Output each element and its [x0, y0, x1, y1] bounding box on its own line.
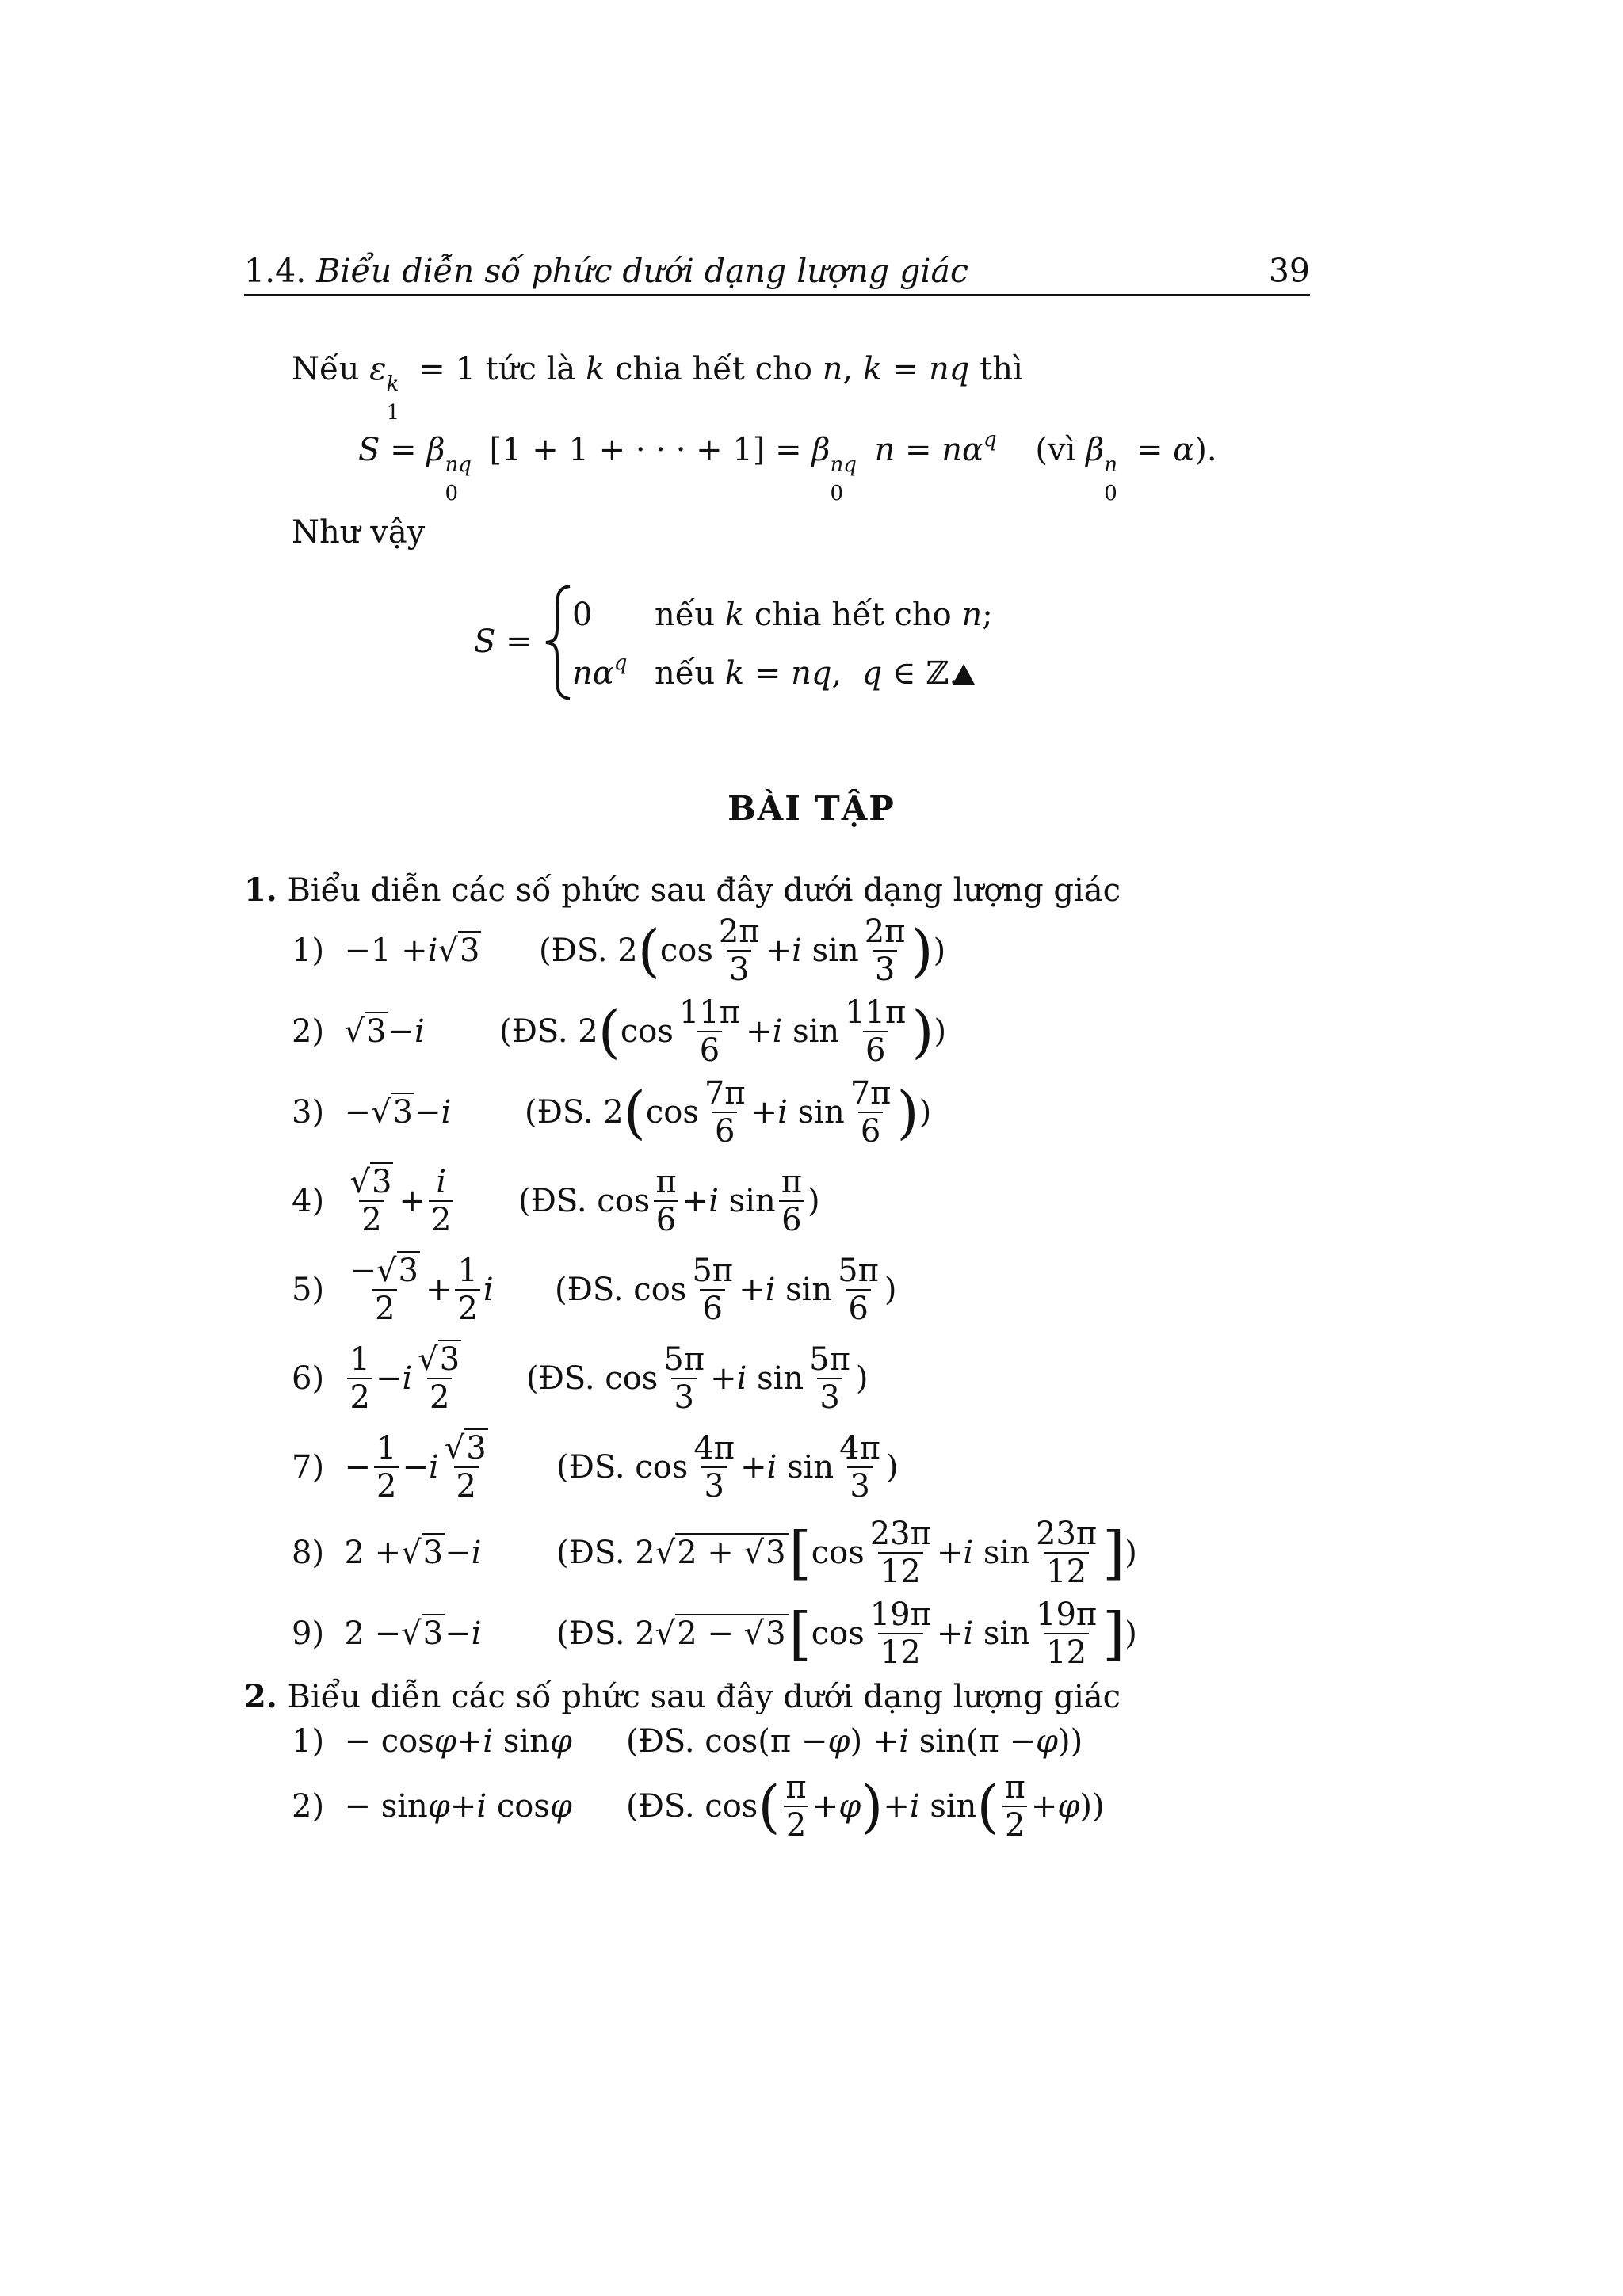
ex1-item-1: 1) −1 + i √3 (ĐS. 2 ( cos $\frac{2\pi}{3}$ + i sin $\frac{2\pi}{3}$ ) ) [292, 913, 946, 988]
ex1-item-5: 5) $\frac{-√3}{2}$ + $\frac{1}{2}$ i (ĐS. cos $\frac{5\pi}{6}$ + i sin $\frac{5\pi}{6}$ ) [292, 1253, 897, 1327]
ex1-item-9: 9) 2 − √3 − i (ĐS. 2 √2 − √3 [ cos $\frac{19\pi}{12}$ + i sin $\frac{19\pi}{12}$ ] ) [292, 1596, 1137, 1671]
exercises-title: BÀI TẬP [727, 789, 896, 828]
intro-prefix: Nếu [292, 351, 360, 387]
piecewise-lhs: S = [474, 624, 533, 660]
intro-line: Nếu ε k 1 = 1 tức là k chia hết cho n, k = nq thì [292, 351, 1023, 425]
exercise-1-number: 1. [244, 871, 277, 909]
end-proof-triangle [953, 664, 975, 685]
nhu-vay-text: Như vậy [292, 514, 426, 551]
case1-value: 0 [572, 597, 593, 633]
ex1-item-2: 2) √3 − i (ĐS. 2 ( cos $\frac{11\pi}{6}$ + i sin $\frac{11\pi}{6}$ ) ) [292, 994, 947, 1069]
sum-equation: S = β nq 0 [1 + 1 + · · · + 1] = β nq 0 $n = n\alpha^q$ (vì β n 0 = α). [358, 428, 1217, 505]
exercise-2-text: Biểu diễn các số phức sau đây dưới dạng lượng giác [287, 1679, 1121, 1715]
ex1-item-6: 6) $\frac{1}{2}$ − i $\frac{√3}{2}$ (ĐS. cos $\frac{5\pi}{3}$ + i sin $\frac{5\pi}{3}$ ) [292, 1341, 869, 1416]
section-heading [244, 247, 968, 295]
ex2-item-2: 2) − sin φ + i cos φ (ĐS. cos ( $\frac{\pi}{2}$ + φ ) + i sin ( $\frac{\pi}{2}$ + φ )) [292, 1769, 1105, 1844]
case-2: $n\alpha^q$ nếu k = nq, q ∈ ℤ. [572, 651, 627, 696]
case2-text: nếu k = nq, q ∈ ℤ. [655, 655, 960, 692]
ex1-item-4: 4) $\frac{√3}{2}$ + $\frac{i}{2}$ (ĐS. cos $\frac{\pi}{6}$ + i sin $\frac{\pi}{6}$ ) [292, 1164, 820, 1238]
ex1-item-8: 8) 2 + √3 − i (ĐS. 2 √2 + √3 [ cos $\frac{23\pi}{12}$ + i sin $\frac{23\pi}{12}$ ] ) [292, 1516, 1137, 1590]
left-brace [543, 583, 575, 702]
intro-mid: = 1 tức là [418, 351, 576, 387]
exercise-1-text: Biểu diễn các số phức sau đây dưới dạng lượng giác [287, 872, 1121, 909]
section-number: 1.4. [244, 252, 307, 290]
running-header [244, 247, 1310, 295]
exercise-1-heading [244, 868, 1121, 913]
exercise-2-number: 2. [244, 1678, 277, 1715]
intro-text2: chia hết cho [614, 351, 812, 387]
section-title: Biểu diễn số phức dưới dạng lượng giác [316, 252, 968, 290]
ex1-item-7: 7) − $\frac{1}{2}$ − i $\frac{√3}{2}$ (ĐS. cos $\frac{4\pi}{3}$ + i sin $\frac{4\pi}{3}$ ) [292, 1430, 899, 1505]
page-number: 39 [1268, 252, 1310, 290]
header-rule [244, 294, 1310, 296]
ex1-item-3: 3) − √3 − i (ĐS. 2 ( cos $\frac{7\pi}{6}$ + i sin $\frac{7\pi}{6}$ ) ) [292, 1075, 932, 1150]
ex2-item-1: 1) − cos φ + i sin φ (ĐS. cos(π − φ ) + i sin(π − φ )) [292, 1723, 1083, 1760]
case-1 [572, 593, 993, 637]
intro-text3: thì [980, 351, 1023, 387]
case1-text: nếu k chia hết cho n; [655, 597, 993, 633]
